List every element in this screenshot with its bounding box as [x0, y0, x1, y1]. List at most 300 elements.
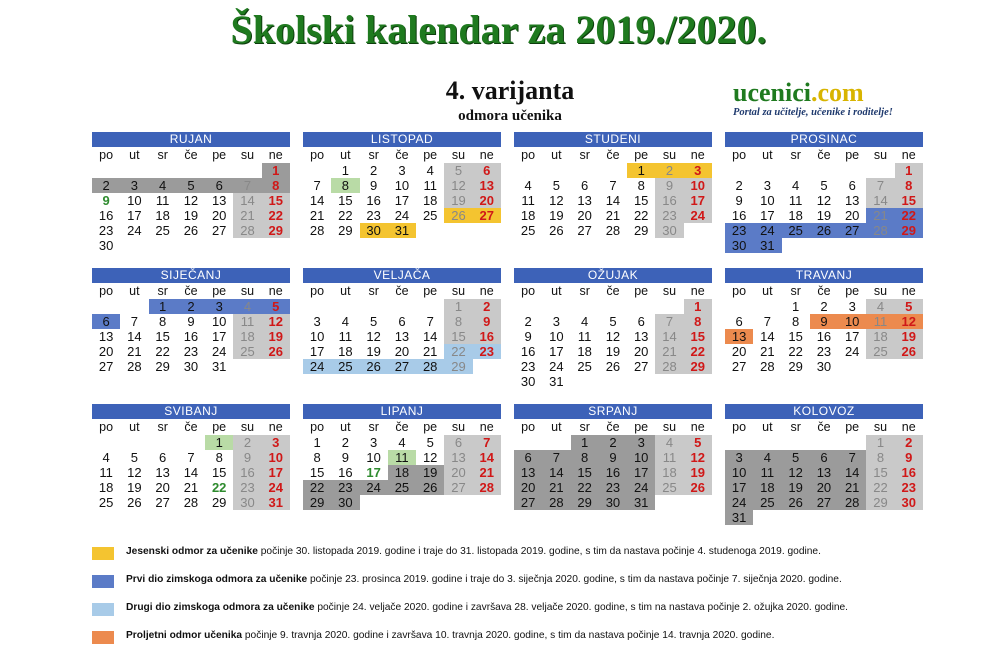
- day-cell: 24: [303, 359, 331, 374]
- day-cell: 5: [426, 435, 434, 450]
- day-cell: 20: [577, 208, 592, 223]
- month-header: TRAVANJ: [725, 268, 923, 283]
- day-cell: 23: [233, 480, 261, 495]
- empty-cell: [542, 299, 570, 314]
- day-cell: 3: [763, 178, 772, 193]
- day-cell: 30: [599, 495, 627, 510]
- empty-cell: [725, 163, 753, 178]
- day-cell: 25: [866, 344, 894, 359]
- day-cell: 18: [338, 344, 353, 359]
- weekday-row: [514, 147, 712, 163]
- site-logo[interactable]: [733, 80, 933, 118]
- weekday-label: po: [732, 284, 747, 298]
- day-cell: 14: [127, 329, 142, 344]
- day-cell: 13: [155, 465, 170, 480]
- day-cell: 2: [177, 299, 205, 314]
- weekday-label: ne: [268, 284, 283, 298]
- day-cell: 4: [581, 314, 589, 329]
- day-cell: 10: [211, 314, 227, 329]
- day-cell: 14: [542, 465, 570, 480]
- weekday-label: su: [240, 148, 255, 162]
- weekday-label: ut: [340, 148, 351, 162]
- day-cell: 30: [331, 495, 359, 510]
- empty-cell: [599, 163, 627, 178]
- day-cell: 15: [155, 329, 170, 344]
- day-cell: 9: [187, 314, 195, 329]
- day-cell: 5: [262, 299, 290, 314]
- day-cell: 23: [520, 359, 536, 374]
- day-cell: 29: [211, 495, 227, 510]
- weekday-label: su: [662, 284, 677, 298]
- day-cell: 9: [524, 329, 532, 344]
- day-cell: 8: [792, 314, 800, 329]
- day-cell: 26: [416, 480, 444, 495]
- day-cell: 3: [120, 178, 148, 193]
- weekday-label: sr: [790, 284, 801, 298]
- empty-cell: [542, 435, 570, 450]
- day-cell: 16: [98, 208, 114, 223]
- day-cell: 10: [838, 314, 866, 329]
- empty-cell: [627, 299, 655, 314]
- weekday-row: [92, 147, 290, 163]
- day-cell: 12: [549, 193, 564, 208]
- day-cell: 4: [341, 314, 350, 329]
- weekday-label: ne: [901, 148, 916, 162]
- day-cell: 2: [895, 435, 923, 450]
- day-cell: 1: [866, 435, 894, 450]
- day-cell: 9: [599, 450, 627, 465]
- empty-cell: [725, 299, 753, 314]
- day-cell: 24: [753, 223, 781, 238]
- empty-cell: [92, 299, 120, 314]
- weekday-label: če: [817, 148, 831, 162]
- day-cell: 12: [605, 329, 621, 344]
- day-cell: 14: [655, 329, 683, 344]
- weekday-label: sr: [368, 420, 379, 434]
- weekday-label: pe: [212, 284, 227, 298]
- day-cell: 22: [895, 208, 923, 223]
- day-cell: 17: [549, 344, 564, 359]
- day-cell: 25: [388, 480, 416, 495]
- day-cell: 29: [571, 495, 599, 510]
- weekday-label: ne: [479, 148, 494, 162]
- day-cell: 25: [655, 480, 683, 495]
- subtitle: odmora učenika: [458, 108, 562, 124]
- day-cell: 18: [753, 480, 781, 495]
- day-cell: 24: [725, 495, 753, 510]
- day-cell: 15: [571, 465, 599, 480]
- weekday-label: pe: [845, 148, 860, 162]
- day-cell: 8: [215, 450, 223, 465]
- day-cell: 5: [820, 178, 828, 193]
- weekday-label: če: [395, 148, 409, 162]
- day-cell: 29: [155, 359, 170, 374]
- logo-tagline: Portal za učitelje, učenike i roditelje!: [733, 107, 893, 118]
- weekday-label: su: [240, 284, 255, 298]
- day-cell: 5: [370, 314, 378, 329]
- day-cell: 17: [760, 208, 775, 223]
- day-cell: 8: [444, 314, 472, 329]
- empty-cell: [753, 163, 781, 178]
- day-cell: 27: [731, 359, 747, 374]
- day-grid: [303, 163, 501, 238]
- empty-cell: [388, 299, 416, 314]
- day-cell: 8: [866, 450, 894, 465]
- day-cell: 7: [426, 314, 434, 329]
- day-cell: 15: [211, 465, 227, 480]
- month-header: SVIBANJ: [92, 404, 290, 419]
- weekday-label: ne: [901, 420, 916, 434]
- day-cell: 10: [549, 329, 564, 344]
- day-cell: 9: [370, 178, 378, 193]
- day-cell: 10: [684, 178, 712, 193]
- weekday-label: sr: [157, 420, 168, 434]
- day-cell: 1: [684, 299, 712, 314]
- day-cell: 17: [684, 193, 712, 208]
- day-cell: 30: [360, 223, 388, 238]
- day-grid: [514, 435, 712, 510]
- day-cell: 19: [782, 480, 810, 495]
- weekday-label: če: [606, 420, 620, 434]
- weekday-label: ne: [690, 420, 705, 434]
- day-cell: 18: [577, 344, 592, 359]
- day-cell: 2: [92, 178, 120, 193]
- day-cell: 10: [394, 178, 410, 193]
- legend-title: Prvi dio zimskoga odmora za učenike: [126, 574, 308, 585]
- empty-cell: [810, 163, 838, 178]
- day-cell: 22: [444, 344, 472, 359]
- day-cell: 24: [627, 480, 655, 495]
- weekday-label: su: [240, 420, 255, 434]
- day-cell: 30: [816, 359, 832, 374]
- day-cell: 20: [731, 344, 747, 359]
- day-cell: 26: [127, 495, 142, 510]
- day-cell: 10: [262, 450, 290, 465]
- month-lipanj: [303, 404, 501, 510]
- day-cell: 16: [338, 465, 353, 480]
- month-kolovoz: [725, 404, 923, 525]
- day-grid: [92, 299, 290, 374]
- day-cell: 12: [127, 465, 142, 480]
- day-cell: 9: [895, 450, 923, 465]
- day-cell: 31: [725, 510, 753, 525]
- day-cell: 6: [398, 314, 406, 329]
- legend-title: Jesenski odmor za učenike: [126, 546, 258, 557]
- weekday-label: pe: [423, 148, 438, 162]
- day-cell: 22: [788, 344, 803, 359]
- day-cell: 18: [388, 465, 416, 480]
- day-cell: 8: [331, 178, 359, 193]
- day-cell: 22: [866, 480, 894, 495]
- day-cell: 25: [577, 359, 592, 374]
- weekday-label: če: [817, 420, 831, 434]
- day-cell: 22: [262, 208, 290, 223]
- day-cell: 23: [895, 480, 923, 495]
- weekday-label: če: [395, 284, 409, 298]
- logo-main-text: ucenici: [733, 78, 811, 107]
- month-ožujak: [514, 268, 712, 389]
- day-cell: 14: [760, 329, 775, 344]
- day-cell: 23: [98, 223, 114, 238]
- empty-cell: [177, 435, 205, 450]
- day-cell: 25: [520, 223, 536, 238]
- day-cell: 12: [895, 314, 923, 329]
- legend-winter-2: [92, 602, 852, 615]
- day-cell: 28: [866, 223, 894, 238]
- weekday-row: [303, 419, 501, 435]
- empty-cell: [571, 163, 599, 178]
- weekday-label: ut: [551, 148, 562, 162]
- day-cell: 28: [473, 480, 501, 495]
- day-cell: 25: [422, 208, 438, 223]
- day-cell: 18: [788, 208, 803, 223]
- day-cell: 9: [655, 178, 683, 193]
- weekday-label: če: [395, 420, 409, 434]
- day-cell: 5: [782, 450, 810, 465]
- day-cell: 26: [183, 223, 199, 238]
- day-cell: 31: [549, 374, 564, 389]
- day-cell: 17: [127, 208, 142, 223]
- day-cell: 5: [130, 450, 139, 465]
- day-cell: 23: [816, 344, 832, 359]
- day-cell: 29: [633, 223, 649, 238]
- day-cell: 7: [655, 314, 683, 329]
- day-cell: 30: [98, 238, 114, 253]
- legend-spring: [92, 630, 852, 643]
- day-cell: 14: [866, 193, 894, 208]
- day-grid: [303, 435, 501, 510]
- weekday-label: po: [99, 420, 114, 434]
- day-cell: 6: [473, 163, 501, 178]
- legend-swatch-winter-1: [92, 575, 114, 588]
- day-cell: 2: [370, 163, 378, 178]
- day-cell: 3: [205, 299, 233, 314]
- empty-cell: [810, 435, 838, 450]
- day-cell: 28: [838, 495, 866, 510]
- day-cell: 9: [233, 450, 261, 465]
- day-cell: 10: [366, 450, 381, 465]
- day-cell: 19: [605, 344, 621, 359]
- day-cell: 18: [655, 465, 683, 480]
- day-cell: 19: [416, 465, 444, 480]
- month-srpanj: [514, 404, 712, 510]
- day-cell: 25: [331, 359, 359, 374]
- weekday-label: sr: [579, 284, 590, 298]
- legend-text: počinje 23. prosinca 2019. godine i traje do 3. siječnja 2020. godine, s tim da nastava počinje 7. siječnja 2020. godine.: [307, 574, 842, 585]
- day-cell: 10: [627, 450, 655, 465]
- day-cell: 7: [542, 450, 570, 465]
- weekday-label: ut: [340, 420, 351, 434]
- day-cell: 7: [763, 314, 772, 329]
- day-cell: 19: [183, 208, 199, 223]
- day-grid: [725, 299, 923, 374]
- day-cell: 22: [571, 480, 599, 495]
- day-cell: 23: [331, 480, 359, 495]
- day-cell: 26: [684, 480, 712, 495]
- empty-cell: [542, 163, 570, 178]
- weekday-label: su: [662, 148, 677, 162]
- weekday-row: [514, 419, 712, 435]
- day-cell: 30: [520, 374, 536, 389]
- day-cell: 4: [149, 178, 177, 193]
- day-cell: 18: [155, 208, 170, 223]
- day-cell: 13: [394, 329, 410, 344]
- day-cell: 29: [303, 495, 331, 510]
- empty-cell: [838, 163, 866, 178]
- day-cell: 16: [366, 193, 381, 208]
- day-cell: 7: [838, 450, 866, 465]
- weekday-row: [303, 147, 501, 163]
- empty-cell: [205, 163, 233, 178]
- legend-swatch-winter-2: [92, 603, 114, 616]
- day-cell: 17: [309, 344, 325, 359]
- weekday-row: [725, 419, 923, 435]
- day-cell: 15: [444, 329, 472, 344]
- day-cell: 22: [303, 480, 331, 495]
- day-cell: 16: [233, 465, 261, 480]
- day-cell: 17: [627, 465, 655, 480]
- month-veljača: [303, 268, 501, 374]
- day-cell: 28: [605, 223, 621, 238]
- day-cell: 27: [633, 359, 649, 374]
- month-header: PROSINAC: [725, 132, 923, 147]
- day-cell: 1: [313, 435, 321, 450]
- weekday-label: ne: [901, 284, 916, 298]
- day-cell: 13: [98, 329, 114, 344]
- weekday-label: ut: [762, 420, 773, 434]
- empty-cell: [303, 163, 331, 178]
- day-cell: 1: [792, 299, 800, 314]
- day-cell: 27: [577, 223, 592, 238]
- weekday-label: ut: [129, 284, 140, 298]
- day-cell: 8: [262, 178, 290, 193]
- day-cell: 22: [338, 208, 353, 223]
- day-cell: 4: [426, 163, 434, 178]
- month-rujan: [92, 132, 290, 253]
- day-cell: 16: [816, 329, 832, 344]
- day-cell: 14: [309, 193, 325, 208]
- weekday-label: su: [451, 148, 466, 162]
- day-cell: 5: [895, 299, 923, 314]
- variant-label: 4. varijanta: [445, 76, 575, 105]
- day-cell: 2: [820, 299, 828, 314]
- month-studeni: [514, 132, 712, 238]
- day-cell: 16: [655, 193, 683, 208]
- day-cell: 20: [211, 208, 227, 223]
- weekday-label: če: [817, 284, 831, 298]
- day-cell: 19: [366, 344, 381, 359]
- day-cell: 19: [127, 480, 142, 495]
- empty-cell: [92, 435, 120, 450]
- day-cell: 11: [388, 450, 416, 465]
- day-cell: 20: [810, 480, 838, 495]
- day-cell: 7: [313, 178, 321, 193]
- weekday-label: ne: [690, 148, 705, 162]
- day-cell: 24: [844, 344, 860, 359]
- month-svibanj: [92, 404, 290, 510]
- month-siječanj: [92, 268, 290, 374]
- day-cell: 16: [599, 465, 627, 480]
- day-cell: 2: [473, 299, 501, 314]
- month-header: SIJEČANJ: [92, 268, 290, 283]
- day-cell: 8: [159, 314, 167, 329]
- day-cell: 23: [655, 208, 683, 223]
- day-cell: 13: [810, 465, 838, 480]
- day-cell: 18: [233, 329, 261, 344]
- day-cell: 14: [183, 465, 199, 480]
- empty-cell: [149, 435, 177, 450]
- day-cell: 22: [633, 208, 649, 223]
- day-cell: 26: [782, 495, 810, 510]
- empty-cell: [120, 299, 148, 314]
- day-cell: 31: [211, 359, 227, 374]
- day-cell: 14: [233, 193, 261, 208]
- day-cell: 13: [514, 465, 542, 480]
- day-cell: 6: [637, 314, 645, 329]
- day-cell: 27: [473, 208, 501, 223]
- weekday-label: po: [732, 420, 747, 434]
- day-cell: 20: [633, 344, 649, 359]
- month-header: VELJAČA: [303, 268, 501, 283]
- day-cell: 21: [183, 480, 199, 495]
- day-cell: 6: [848, 178, 856, 193]
- weekday-label: su: [662, 420, 677, 434]
- day-cell: 20: [514, 480, 542, 495]
- day-cell: 8: [313, 450, 321, 465]
- page-title: Školski kalendar za 2019./2020.: [230, 7, 767, 52]
- day-cell: 31: [262, 495, 290, 510]
- weekday-label: če: [184, 148, 198, 162]
- day-cell: 10: [760, 193, 775, 208]
- day-cell: 9: [810, 314, 838, 329]
- day-cell: 20: [844, 208, 860, 223]
- day-cell: 23: [366, 208, 381, 223]
- day-cell: 13: [844, 193, 860, 208]
- weekday-label: pe: [423, 420, 438, 434]
- day-cell: 8: [571, 450, 599, 465]
- day-cell: 26: [262, 344, 290, 359]
- empty-cell: [149, 163, 177, 178]
- legend-autumn: [92, 546, 852, 559]
- weekday-label: su: [873, 420, 888, 434]
- day-cell: 25: [155, 223, 170, 238]
- day-cell: 16: [731, 208, 747, 223]
- weekday-label: če: [184, 420, 198, 434]
- day-cell: 16: [473, 329, 501, 344]
- day-cell: 5: [684, 435, 712, 450]
- weekday-label: su: [451, 284, 466, 298]
- day-cell: 9: [102, 193, 110, 208]
- weekday-label: sr: [790, 148, 801, 162]
- day-cell: 12: [444, 178, 472, 193]
- empty-cell: [360, 299, 388, 314]
- empty-cell: [177, 163, 205, 178]
- day-cell: 6: [810, 450, 838, 465]
- month-listopad: [303, 132, 501, 238]
- day-cell: 23: [473, 344, 501, 359]
- day-cell: 5: [552, 178, 561, 193]
- day-cell: 11: [521, 193, 535, 208]
- day-cell: 12: [816, 193, 832, 208]
- day-cell: 16: [520, 344, 536, 359]
- day-cell: 15: [262, 193, 290, 208]
- weekday-label: če: [606, 148, 620, 162]
- weekday-label: sr: [790, 420, 801, 434]
- day-cell: 13: [473, 178, 501, 193]
- month-header: STUDENI: [514, 132, 712, 147]
- day-cell: 23: [725, 223, 753, 238]
- day-cell: 14: [473, 450, 501, 465]
